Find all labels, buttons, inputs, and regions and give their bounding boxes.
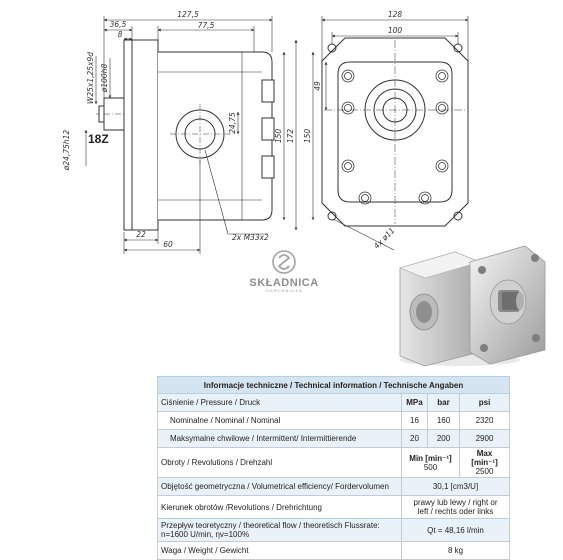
pump-photo [400, 246, 545, 366]
row-direction [158, 496, 510, 519]
nominal-psi: 2320 [460, 412, 510, 430]
dim-150-a: 150 [274, 128, 283, 144]
nominal-label: Nominalne / Nominal / Nominal [158, 412, 402, 430]
dim-128: 128 [387, 10, 403, 19]
max-psi: 2900 [460, 430, 510, 448]
dim-8: 8 [117, 30, 123, 39]
dim-100: 100 [387, 26, 403, 35]
row-volume [158, 478, 510, 496]
rev-max-label: Max [min⁻¹] [471, 449, 498, 467]
rev-min-label: Min [min⁻¹] [409, 453, 452, 463]
store-logo [249, 251, 318, 293]
volume-label: Objętość geometryczna / Volumetrical efficiency/ Fordervolumen [158, 478, 402, 496]
dim-spline: W25x1,25x9d [86, 52, 95, 105]
flow-label-line-2: n=1600 U/min, ηv=100% [161, 530, 250, 539]
max-bar: 200 [428, 430, 460, 448]
nominal-mpa: 16 [402, 412, 428, 430]
dim-24-75: 24,75 [228, 112, 237, 134]
weight-value: 8 kg [402, 542, 510, 560]
dim-24-75-h12: ø24,75h12 [62, 129, 71, 171]
flow-value: Qt = 48,16 l/min [402, 519, 510, 542]
unit-mpa: MPa [402, 394, 428, 412]
dim-22: 22 [136, 230, 146, 239]
row-revolutions [158, 448, 510, 478]
dim-127-5: 127,5 [177, 10, 199, 19]
pressure-label: Ciśnienie / Pressure / Druck [158, 394, 402, 412]
dim-150-b: 150 [303, 128, 312, 144]
row-pressure [158, 394, 510, 412]
flow-label-line-1: Przepływ teoretyczny / theoretical flow / theoretisch Flussrate: [161, 521, 380, 530]
side-view [96, 40, 274, 230]
dim-49: 49 [313, 81, 322, 91]
dim-36-5: 36,5 [109, 20, 127, 29]
front-view [322, 38, 468, 226]
row-weight [158, 542, 510, 560]
dim-172: 172 [286, 128, 295, 144]
dim-thread: 2x M33x2 [232, 233, 269, 242]
row-max [158, 430, 510, 448]
nominal-bar: 160 [428, 412, 460, 430]
table-title: Informacje techniczne / Technical information / Technische Angaben [158, 377, 510, 394]
max-label: Maksymalne chwilowe / Intermittent/ Intermittierende [158, 430, 402, 448]
direction-label: Kierunek obrotów /Revolutions / Drehrichtung [158, 496, 402, 519]
dim-77-5: 77,5 [197, 21, 215, 30]
direction-value-line-1: prawy lub lewy / right or [413, 498, 498, 507]
logo-subtitle: OGRODNICZA [265, 288, 303, 293]
dim-60: 60 [163, 240, 173, 249]
row-nominal [158, 412, 510, 430]
rev-max-value: 2500 [475, 467, 494, 476]
row-flow [158, 519, 510, 542]
rev-min-value: 500 [423, 462, 438, 472]
max-mpa: 20 [402, 430, 428, 448]
volume-value: 30,1 [cm3/U] [402, 478, 510, 496]
dim-100h8: ø100h8 [100, 63, 109, 93]
dim-holes: 4x ø11 [371, 225, 397, 251]
unit-psi: psi [460, 394, 510, 412]
rev-label: Obroty / Revolutions / Drehzahl [158, 448, 402, 478]
technical-info-table [157, 376, 510, 560]
teeth-label: 18Z [88, 132, 109, 146]
direction-value-line-2: left / rechts oder links [417, 507, 494, 516]
logo-name: SKŁADNICA [249, 277, 319, 289]
unit-bar: bar [428, 394, 460, 412]
weight-label: Waga / Weight / Gewicht [158, 542, 402, 560]
